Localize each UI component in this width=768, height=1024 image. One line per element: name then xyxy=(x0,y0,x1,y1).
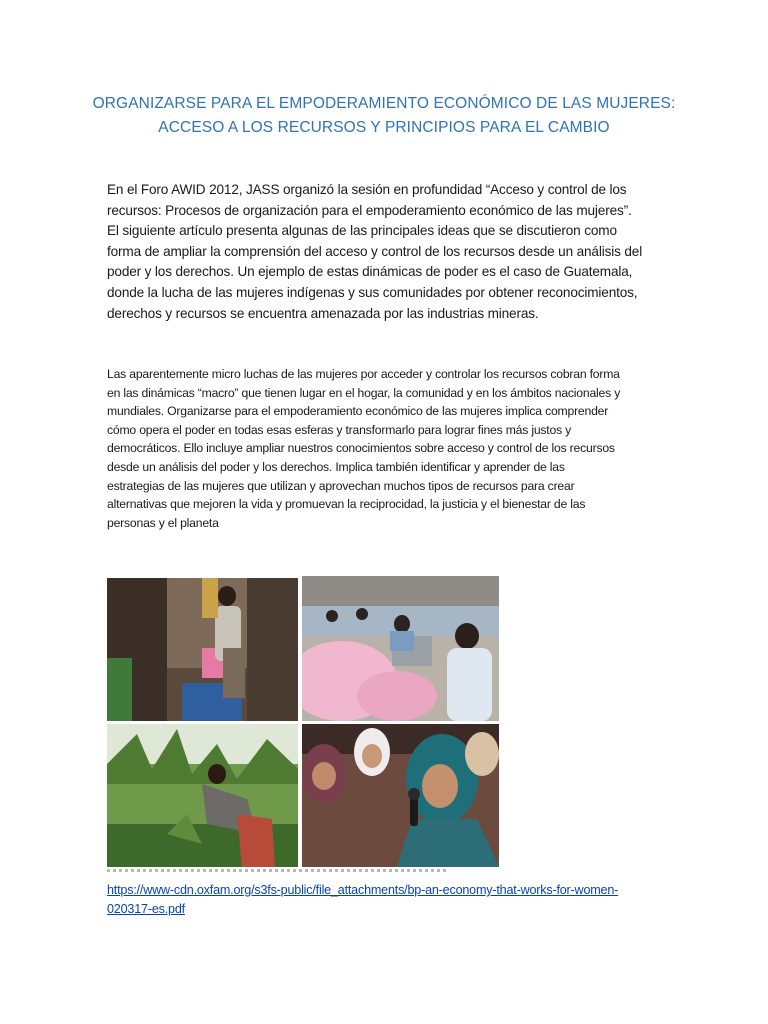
document-title xyxy=(60,92,708,140)
paragraph-line: Las aparentemente micro luchas de las mujeres por acceder y controlar los recursos cobran forma xyxy=(107,367,620,381)
paragraph-line: El siguiente artículo presenta algunas de las principales ideas que se discutieron como xyxy=(107,223,617,239)
photo-woman-home xyxy=(107,578,298,721)
photo-caption-residue xyxy=(107,869,447,872)
paragraph-line: desde un análisis del poder y los derechos. Implica también identificar y aprender de las xyxy=(107,459,565,474)
photo-garment-factory xyxy=(302,576,499,721)
link-line-1[interactable]: https://www-cdn.oxfam.org/s3fs-public/file_attachments/bp-an-economy-that-works-for-women- xyxy=(107,883,619,897)
paragraph-line: donde la lucha de las mujeres indígenas y sus comunidades por obtener reconocimientos, xyxy=(107,284,638,300)
photo-collage xyxy=(107,576,499,868)
oxfam-pdf-link[interactable] xyxy=(107,881,677,919)
paragraph-line: en las dinámicas “macro” que tienen lugar en el hogar, la comunidad y en los ámbitos nacionales y xyxy=(107,385,621,400)
title-line-1: ORGANIZARSE PARA EL EMPODERAMIENTO ECONÓMICO DE LAS MUJERES: xyxy=(92,95,676,112)
paragraph-line: mundiales. Organizarse para el empoderamiento económico de las mujeres implica comprender xyxy=(107,404,609,419)
paragraph-line: democráticos. Ello incluye ampliar nuestros conocimientos sobre acceso y control de los recursos xyxy=(107,441,615,456)
paragraph-line: En el Foro AWID 2012, JASS organizó la sesión en profundidad “Acceso y control de los xyxy=(107,182,627,197)
paragraph-line: recursos: Procesos de organización para el empoderamiento económico de las mujeres”. xyxy=(107,202,632,218)
paragraph-line: derechos y recursos se encuentra amenazada por las industrias mineras. xyxy=(107,305,539,321)
paragraph-line: poder y los derechos. Un ejemplo de estas dinámicas de poder es el caso de Guatemala, xyxy=(107,264,633,280)
paragraph-line: cómo opera el poder en todas esas esferas y transformarlo para lograr fines más justos y xyxy=(107,422,572,437)
paragraph-line: alternativas que mejoren la vida y promuevan la reciprocidad, la justicia y el bienestar de las xyxy=(107,497,586,512)
body-paragraph xyxy=(107,365,667,532)
photo-woman-speaking xyxy=(302,724,499,867)
intro-paragraph xyxy=(107,180,667,324)
link-line-2[interactable]: 020317-es.pdf xyxy=(107,902,185,916)
title-line-2: ACCESO A LOS RECURSOS Y PRINCIPIOS PARA EL CAMBIO xyxy=(158,119,610,136)
photo-woman-farming xyxy=(107,724,298,867)
paragraph-line: estrategias de las mujeres que utilizan y aprovechan muchos tipos de recursos para crear xyxy=(107,478,575,493)
paragraph-line: forma de ampliar la comprensión del acceso y control de los recursos desde un análisis del xyxy=(107,243,643,259)
paragraph-line: personas y el planeta xyxy=(107,515,219,530)
